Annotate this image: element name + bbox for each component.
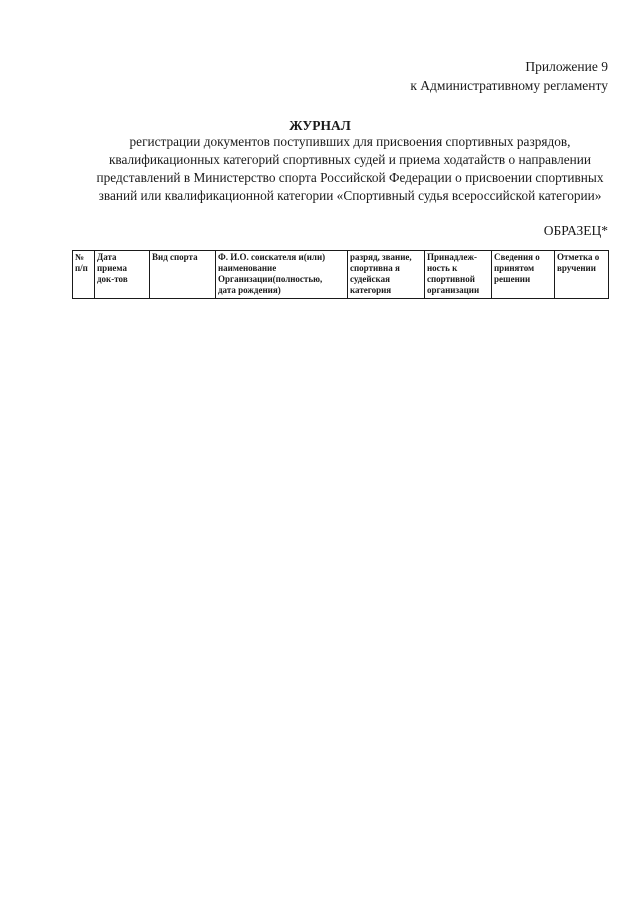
header-text: Ф. И.О. соискателя и(или) bbox=[218, 252, 326, 262]
header-cell-sport bbox=[150, 251, 216, 299]
document-title: ЖУРНАЛ bbox=[289, 118, 351, 133]
header-cell-decision bbox=[492, 251, 555, 299]
header-text: Принадлеж- bbox=[427, 252, 477, 262]
sample-label: ОБРАЗЕЦ* bbox=[543, 223, 608, 238]
header-text: категория bbox=[350, 285, 392, 295]
header-text: Вид спорта bbox=[152, 252, 198, 262]
header-cell-number bbox=[73, 251, 95, 299]
header-text: Сведения о bbox=[494, 252, 540, 262]
header-text: организации bbox=[427, 285, 480, 295]
journal-table bbox=[72, 250, 609, 299]
header-cell-affiliation bbox=[425, 251, 492, 299]
header-text: спортивной bbox=[427, 274, 475, 284]
subtitle-line: представлений в Министерство спорта Российской Федерации о присвоении спортивных bbox=[96, 170, 604, 185]
header-text: п/п bbox=[75, 263, 88, 273]
header-text: Дата bbox=[97, 252, 117, 262]
header-cell-rank bbox=[348, 251, 425, 299]
header-cell-date bbox=[95, 251, 150, 299]
subtitle-line: званий или квалификационной категории «Спортивный судья всероссийской категории» bbox=[98, 188, 602, 203]
annex-reference: к Административному регламенту bbox=[410, 78, 608, 93]
header-text: Отметка о bbox=[557, 252, 600, 262]
table-header-row bbox=[73, 251, 609, 299]
subtitle-line: квалификационных категорий спортивных судей и приема ходатайств о направлении bbox=[108, 152, 592, 167]
header-text: док-тов bbox=[97, 274, 128, 284]
header-text: ность к bbox=[427, 263, 458, 273]
header-text: вручении bbox=[557, 263, 596, 273]
header-text: приема bbox=[97, 263, 127, 273]
annex-number: Приложение 9 bbox=[525, 59, 608, 74]
header-text: наименование bbox=[218, 263, 277, 273]
header-text: спортивна я bbox=[350, 263, 400, 273]
header-cell-delivery bbox=[555, 251, 609, 299]
header-text: решении bbox=[494, 274, 531, 284]
header-text: разряд, звание, bbox=[350, 252, 412, 262]
header-cell-applicant bbox=[216, 251, 348, 299]
header-text: принятом bbox=[494, 263, 535, 273]
document-subtitle bbox=[70, 133, 630, 205]
header-text: дата рождения) bbox=[218, 285, 281, 295]
header-text: Организации(полностью, bbox=[218, 274, 323, 284]
subtitle-line: регистрации документов поступивших для присвоения спортивных разрядов, bbox=[129, 134, 571, 149]
header-text: судейская bbox=[350, 274, 390, 284]
header-text: № bbox=[75, 252, 85, 262]
